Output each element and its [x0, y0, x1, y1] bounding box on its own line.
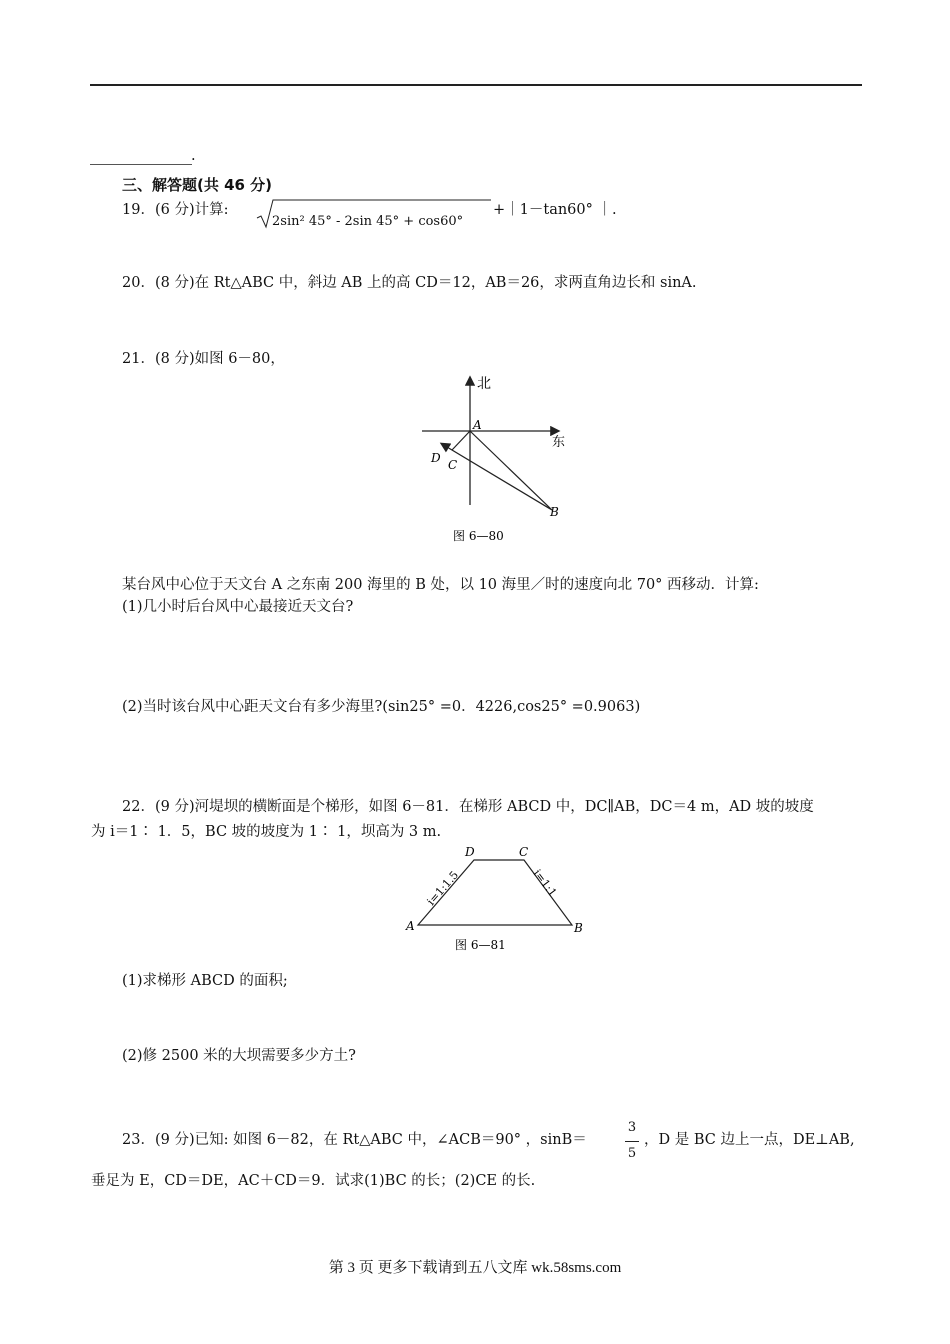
slope-left-label: i=1:1.5: [424, 868, 462, 908]
q21-part1: (1)几小时后台风中心最接近天文台?: [122, 599, 354, 615]
fraction-denominator: 5: [627, 1146, 637, 1161]
header-rule: [90, 84, 862, 86]
label-B: B: [574, 921, 583, 935]
label-north: 北: [477, 376, 491, 392]
q22-line1: 22．(9 分)河堤坝的横断面是个梯形，如图 6－81．在梯形 ABCD 中，DC∥AB，DC＝4 m，AD 坡的坡度: [122, 799, 814, 815]
q23-line2: 垂足为 E，CD＝DE，AC＋CD＝9．试求(1)BC 的长；(2)CE 的长.: [91, 1173, 536, 1189]
q21-intro: 21．(8 分)如图 6－80，: [122, 351, 285, 367]
blank-period: .: [191, 148, 196, 164]
caption-6-81: 图 6—81: [455, 938, 506, 952]
figure-6-81: [398, 846, 590, 956]
figure-6-80: [400, 368, 585, 553]
label-C: C: [519, 846, 529, 859]
label-A: A: [473, 418, 482, 432]
q22-line2: 为 i＝1∶ 1．5，BC 坡的坡度为 1∶ 1，坝高为 3 m.: [91, 824, 442, 840]
q19-prefix: 19．(6 分)计算:: [122, 202, 229, 218]
q22-part1: (1)求梯形 ABCD 的面积;: [122, 973, 288, 989]
answer-blank-line: [90, 164, 192, 165]
fraction-bar: [625, 1141, 639, 1142]
caption-6-80: 图 6—80: [453, 529, 504, 543]
q22-part2: (2)修 2500 米的大坝需要多少方土?: [122, 1048, 356, 1064]
q23-line1a: 23．(9 分)已知: 如图 6－82，在 Rt△ABC 中，∠ACB＝90° ，sinB＝: [122, 1132, 587, 1148]
q19-radicand: 2sin² 45° - 2sin 45° + cos60°: [272, 214, 464, 229]
slope-right-label: i=1:1: [530, 866, 560, 900]
label-east: 东: [552, 435, 566, 450]
q23-line1b: ，D 是 BC 边上一点，DE⊥AB,: [644, 1132, 855, 1148]
label-A: A: [406, 919, 415, 933]
label-D: D: [465, 846, 475, 859]
label-C: C: [448, 458, 458, 472]
page-footer: 第 3 页 更多下载请到五八文库 wk.58sms.com: [328, 1260, 622, 1276]
fraction-numerator: 3: [627, 1120, 637, 1135]
label-D: D: [431, 451, 441, 465]
q21-part2: (2)当时该台风中心距天文台有多少海里?(sin25° =0．4226,cos25° =0.9063): [122, 699, 641, 715]
segment-AB: [470, 431, 552, 510]
section-title: 三、解答题(共 46 分): [122, 176, 273, 194]
label-B: B: [550, 505, 559, 519]
segment-AC: [452, 431, 470, 450]
q21-body: 某台风中心位于天文台 A 之东南 200 海里的 B 处，以 10 海里／时的速度向北 70° 西移动．计算:: [122, 577, 759, 593]
q20-text: 20．(8 分)在 Rt△ABC 中，斜边 AB 上的高 CD＝12，AB＝26，求两直角边长和 sinA.: [122, 275, 697, 291]
q19-suffix: +｜1－tan60° ｜.: [493, 202, 617, 218]
typhoon-path-BD: [442, 444, 552, 510]
